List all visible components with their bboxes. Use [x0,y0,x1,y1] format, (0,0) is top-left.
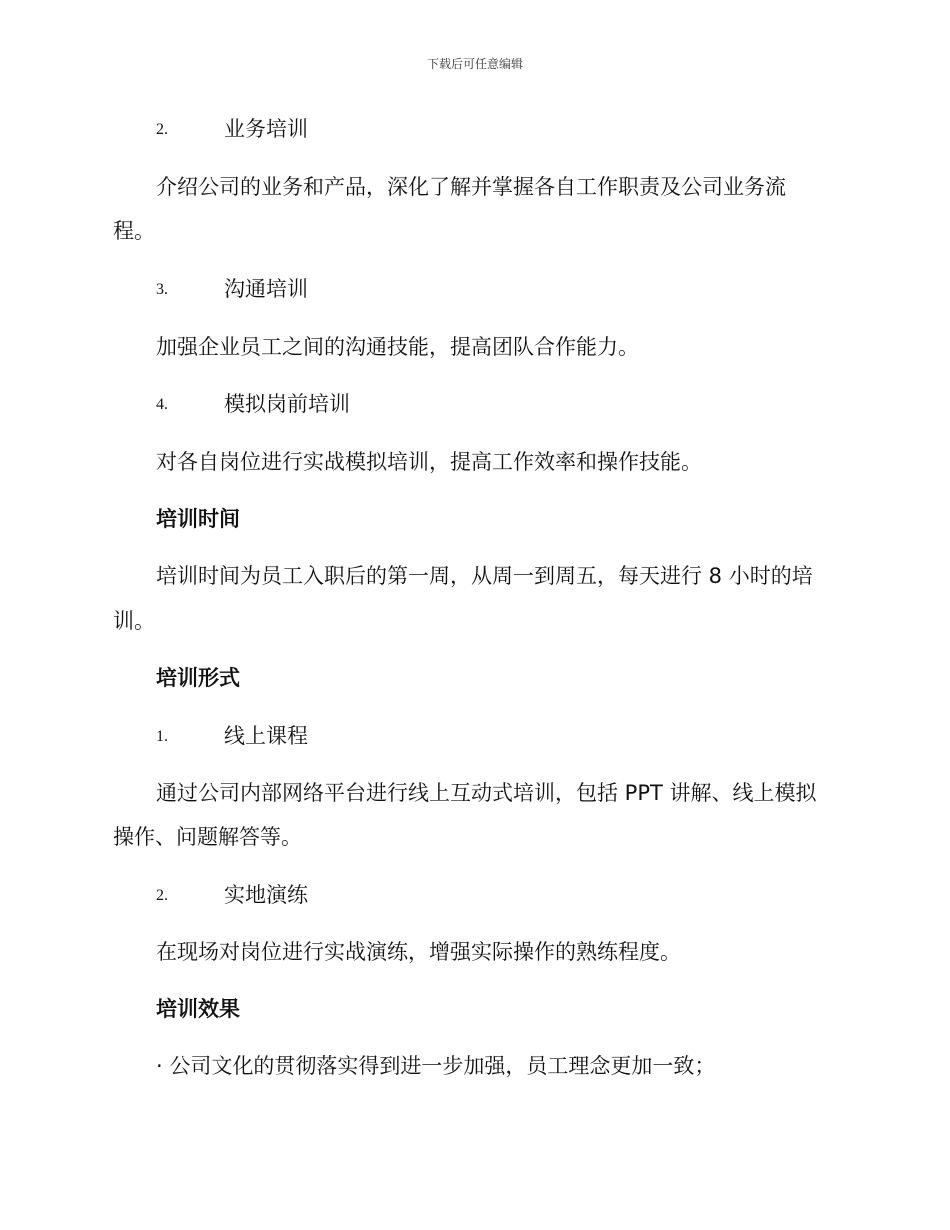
paragraph-text: 加强企业员工之间的沟通技能，提高团队合作能力。 [156,335,639,359]
paragraph-text: 程。 [113,219,155,243]
item-title: 线上课程 [224,724,308,748]
page-header: 下载后可任意编辑 [426,57,523,71]
section-heading: 培训效果 [156,997,240,1021]
item-number: 3. [156,281,168,298]
paragraph-text: 训。 [113,609,155,633]
item-number: 2. [156,121,168,138]
paragraph-text: 在现场对岗位进行实战演练，增强实际操作的熟练程度。 [156,940,681,964]
section-heading: 培训时间 [156,507,240,531]
item-title: 模拟岗前培训 [224,392,350,416]
item-title: 业务培训 [224,117,308,141]
paragraph-text: 操作、问题解答等。 [113,825,302,849]
section-heading: 培训形式 [156,666,240,690]
item-number: 2. [156,887,168,904]
paragraph-text: 对各自岗位进行实战模拟培训，提高工作效率和操作技能。 [156,450,702,474]
item-number: 1. [156,728,168,745]
paragraph-text: 介绍公司的业务和产品，深化了解并掌握各自工作职责及公司业务流 [156,175,786,199]
item-title: 实地演练 [224,883,308,907]
paragraph-text: 培训时间为员工入职后的第一周，从周一到周五，每天进行 8 小时的培 [156,564,813,588]
item-title: 沟通培训 [224,277,308,301]
item-number: 4. [156,396,168,413]
bullet-item: · 公司文化的贯彻落实得到进一步加强，员工理念更加一致； [156,1054,716,1078]
paragraph-text: 通过公司内部网络平台进行线上互动式培训，包括 PPT 讲解、线上模拟 [156,781,817,805]
